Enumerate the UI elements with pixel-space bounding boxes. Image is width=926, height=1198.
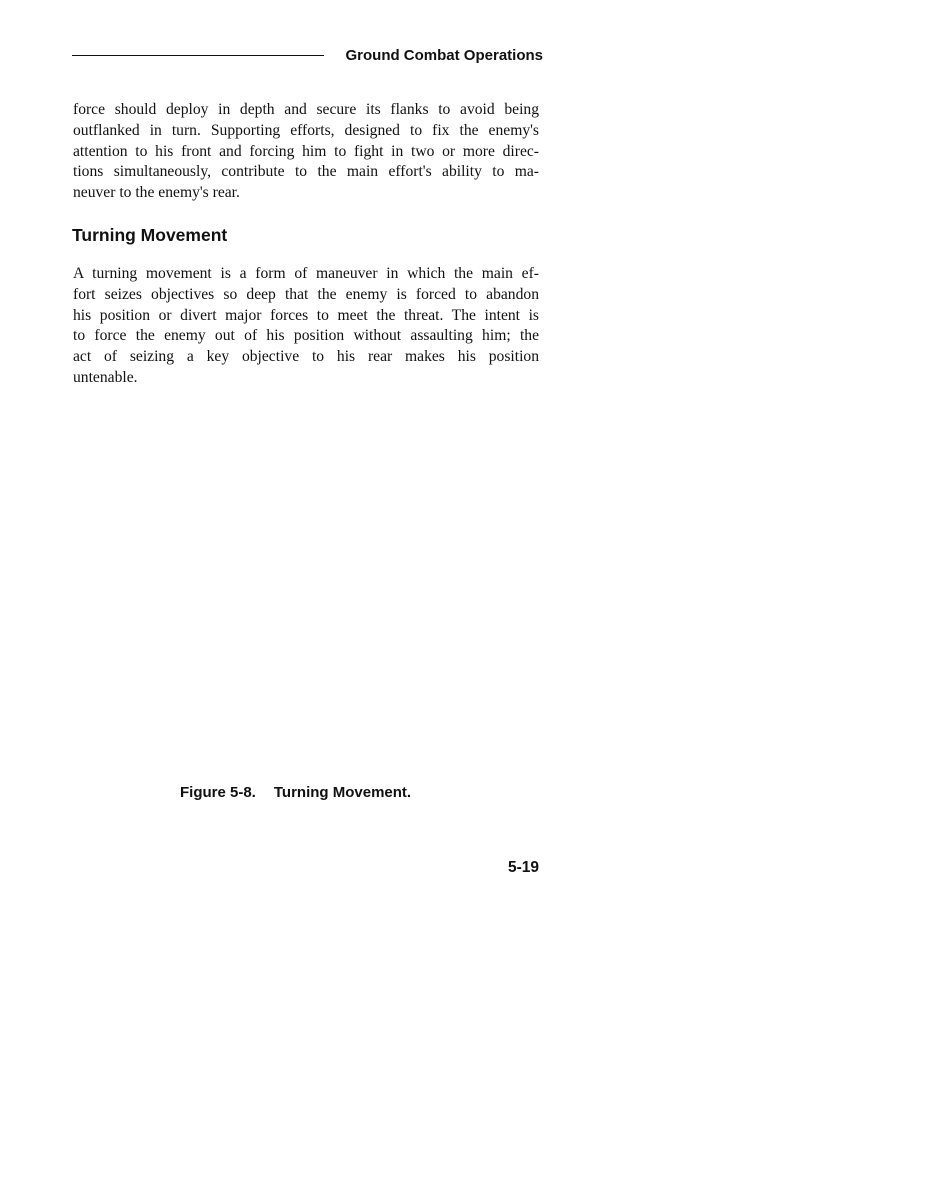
figure-caption <box>180 783 411 803</box>
paragraph-line: act of seizing a key objective to his rear makes his position <box>73 348 539 366</box>
paragraph-line: A turning movement is a form of maneuver in which the main ef- <box>73 265 539 282</box>
paragraph-line: force should deploy in depth and secure its flanks to avoid being <box>73 101 539 118</box>
body-paragraph <box>73 100 539 204</box>
running-head-title: Ground Combat Operations <box>345 47 543 64</box>
paragraph-line: outflanked in turn. Supporting efforts, designed to fix the enemy's <box>73 121 539 139</box>
paragraph-line: fort seizes objectives so deep that the enemy is forced to abandon <box>73 285 539 303</box>
section-heading: Turning Movement <box>72 225 228 245</box>
body-paragraph <box>73 264 539 389</box>
figure-number: Figure 5-8. <box>180 784 256 801</box>
paragraph-line: untenable. <box>73 368 138 386</box>
figure-placeholder <box>72 400 540 770</box>
paragraph-line: tions simultaneously, contribute to the main effort's ability to ma- <box>73 163 539 181</box>
paragraph-line: attention to his front and forcing him to fight in two or more direc- <box>73 142 539 160</box>
paragraph-line: neuver to the enemy's rear. <box>73 184 240 202</box>
paragraph-line: his position or divert major forces to meet the threat. The intent is <box>73 306 539 324</box>
page-number: 5-19 <box>507 859 539 876</box>
paragraph-line: to force the enemy out of his position without assaulting him; the <box>73 327 539 345</box>
figure-title: Turning Movement. <box>273 784 412 801</box>
header-rule <box>72 55 324 56</box>
